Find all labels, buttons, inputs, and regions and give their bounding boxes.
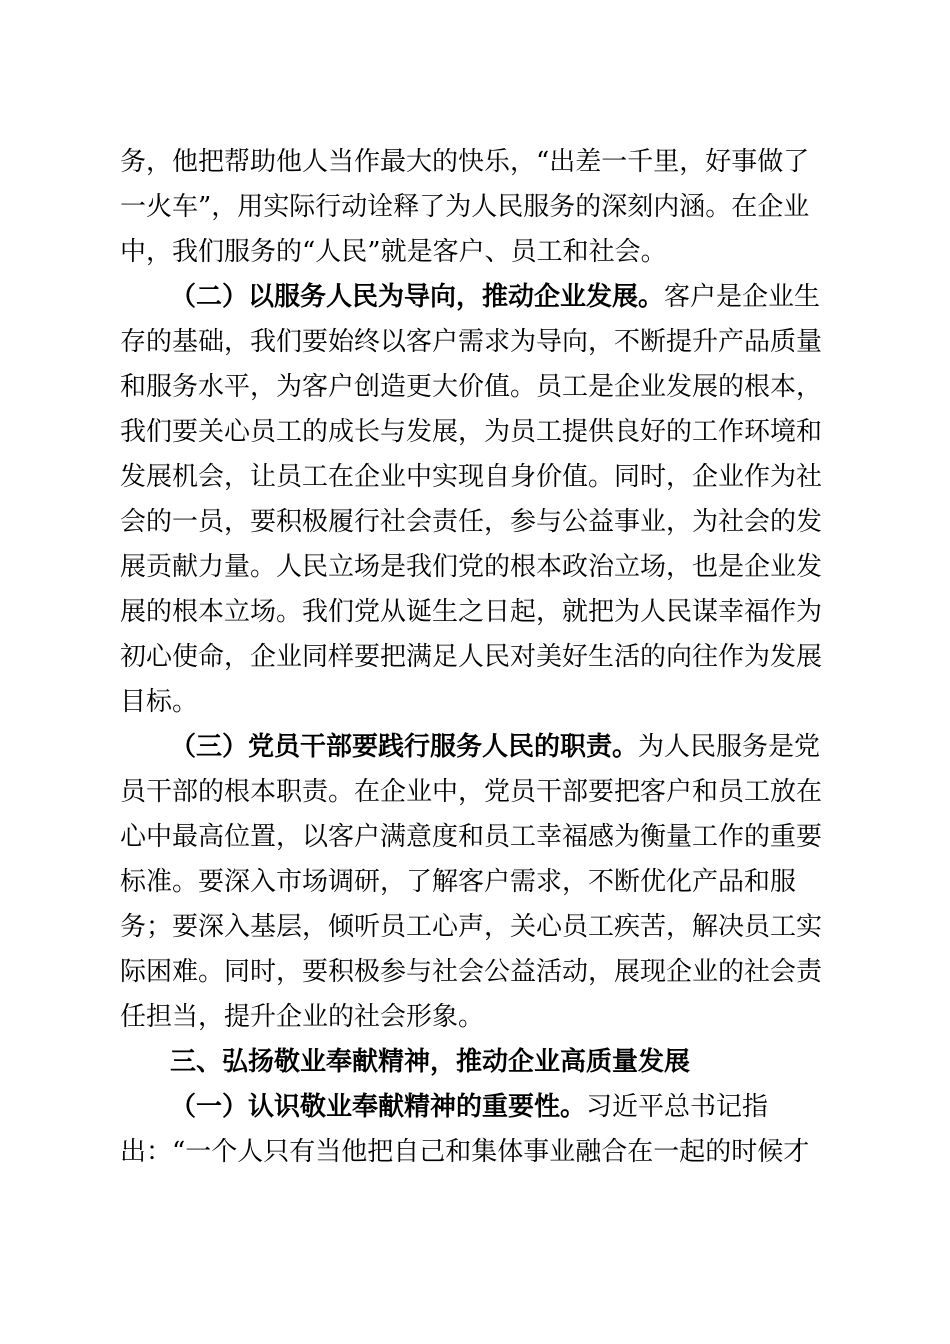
body-text-line: 目标。 [120,687,199,717]
body-text-line: 展贡献力量。人民立场是我们党的根本政治立场，也是企业发 [120,552,823,582]
body-text-line: 会的一员，要积极履行社会责任，参与公益事业，为社会的发 [120,507,823,537]
body-text-line: 标准。要深入市场调研，了解客户需求，不断优化产品和服 [120,867,797,897]
body-text-line: 务；要深入基层，倾听员工心声，关心员工疾苦，解决员工实 [120,912,823,942]
body-text-line: 存的基础，我们要始终以客户需求为导向，不断提升产品质量 [120,327,823,357]
subsection-lead: （一）认识敬业奉献精神的重要性。 [170,1092,587,1122]
body-text-line: 际困难。同时，要积极参与社会公益活动，展现企业的社会责 [120,957,823,987]
body-text-line: 任担当，提升企业的社会形象。 [120,1002,485,1032]
body-text-line: 一火车”，用实际行动诠释了为人民服务的深刻内涵。在企业 [120,192,810,222]
body-text-line: 中，我们服务的“人民”就是客户、员工和社会。 [120,237,667,267]
section-heading: 三、弘扬敬业奉献精神，推动企业高质量发展 [170,1047,691,1077]
subsection-lead: （三）党员干部要践行服务人民的职责。 [170,732,639,762]
paragraph-first-line [170,725,820,769]
paragraph-first-line [170,275,820,319]
body-text-line: 出：“一个人只有当他把自己和集体事业融合在一起的时候才 [120,1137,810,1167]
body-text: 为人民服务是党 [638,732,821,762]
subsection-lead: （二）以服务人民为导向，推动企业发展。 [170,282,665,312]
body-text-line: 发展机会，让员工在企业中实现自身价值。同时，企业作为社 [120,462,823,492]
body-text: 习近平总书记指 [586,1092,769,1122]
body-text-line: 和服务水平，为客户创造更大价值。员工是企业发展的根本， [120,372,823,402]
body-text-line: 我们要关心员工的成长与发展，为员工提供良好的工作环境和 [120,417,823,447]
body-text-line: 展的根本立场。我们党从诞生之日起，就把为人民谋幸福作为 [120,597,823,627]
body-text-line: 初心使命，企业同样要把满足人民对美好生活的向往作为发展 [120,642,823,672]
body-text: 客户是企业生 [664,282,821,312]
body-text-line: 员干部的根本职责。在企业中，党员干部要把客户和员工放在 [120,777,823,807]
body-text-line: 心中最高位置，以客户满意度和员工幸福感为衡量工作的重要 [120,822,823,852]
paragraph-first-line [170,1085,768,1129]
body-text-line: 务，他把帮助他人当作最大的快乐，“出差一千里，好事做了 [120,147,810,177]
